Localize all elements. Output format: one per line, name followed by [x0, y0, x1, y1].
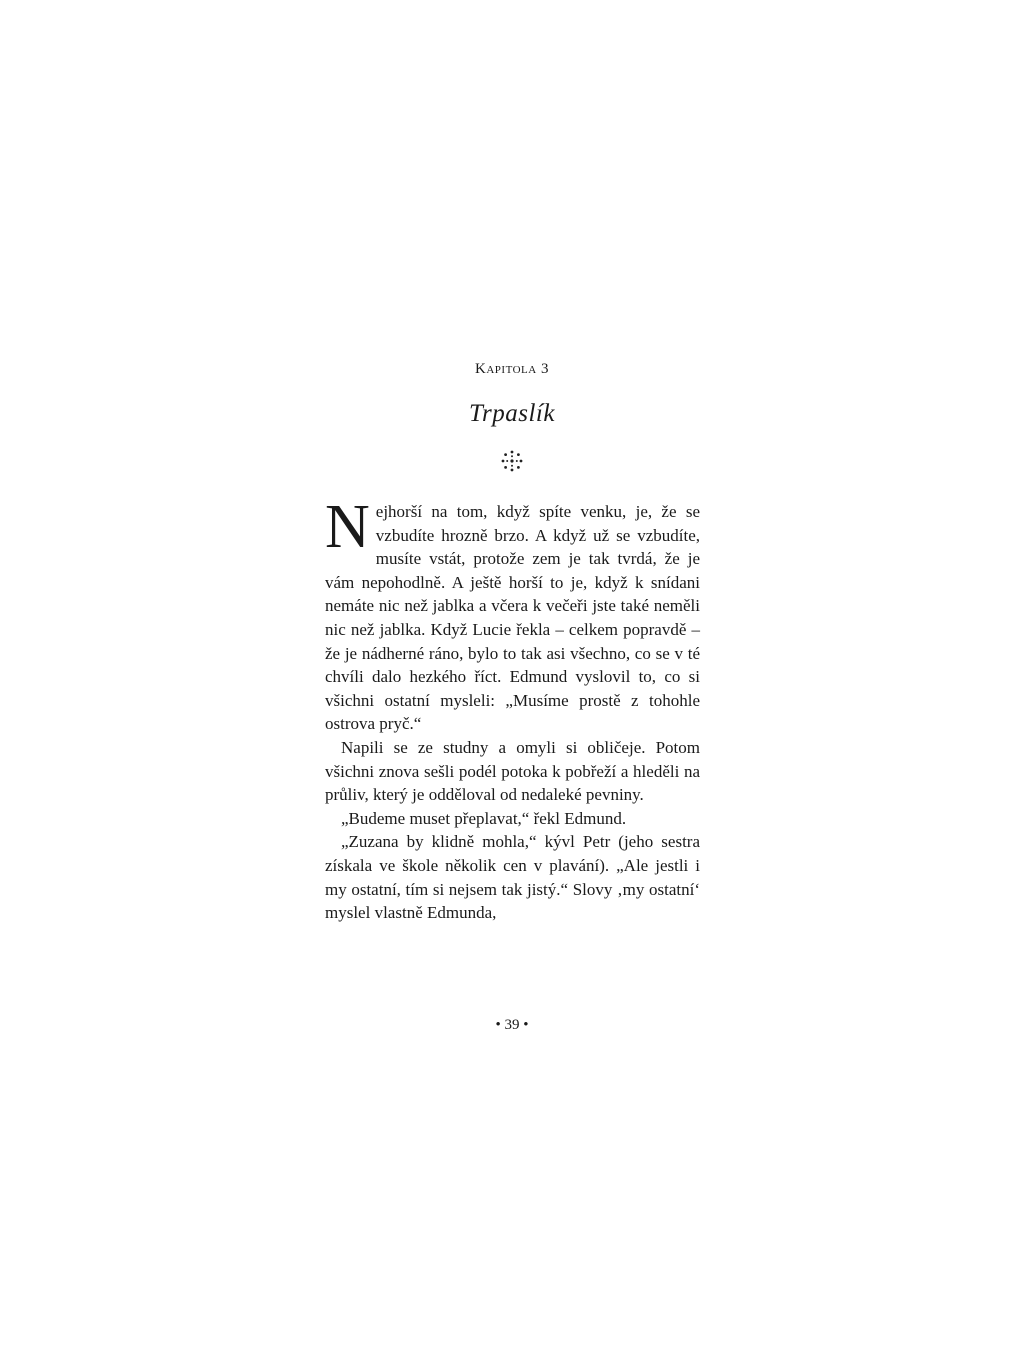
paragraph: „Zuzana by klidně mohla,“ kývl Petr (jeho sestra získala ve škole několik cen v plavání). „Ale jestli i my ostatní, tím si nejsem tak jistý.“ Slovy ‚my ostatní‘ myslel vlastně Edmunda,	[325, 832, 700, 923]
chapter-title: Trpaslík	[469, 400, 555, 427]
paragraph: „Budeme muset přeplavat,“ řekl Edmund.	[341, 808, 627, 828]
paragraph: Napili se ze studny a omyli si obličeje. Potom všichni znova sešli podél potoka k pobřeží a hleděli na průliv, který je odděloval od nedaleké pevniny.	[325, 737, 700, 805]
body-text	[325, 493, 700, 925]
first-paragraph-text: ejhorší na tom, když spíte venku, je, že se vzbudíte hrozně brzo. A když už se vzbudíte, musíte vstát, protože zem je tak tvrdá, že je vám nepohodlně. A ještě horší to je, když k snídani nemáte nic než jablka a včera k večeři jste také neměli nic než jablka. Když Lucie řekla – celkem popravdě – že je nádherné ráno, bylo to tak asi všechno, co se v té chvíli dalo hezkého říct. Edmund vyslovil to, co si všichni ostatní mysleli: „Musíme prostě z tohohle ostrova pryč.“	[325, 502, 700, 734]
page-number: • 39 •	[495, 1017, 529, 1033]
asterism-flower-icon	[500, 449, 524, 473]
chapter-label	[0, 361, 1024, 378]
drop-cap: N	[325, 493, 370, 561]
paragraph	[325, 493, 700, 736]
chapter-label-number: 3	[540, 361, 549, 377]
chapter-label-word: Kapitola	[475, 361, 537, 377]
